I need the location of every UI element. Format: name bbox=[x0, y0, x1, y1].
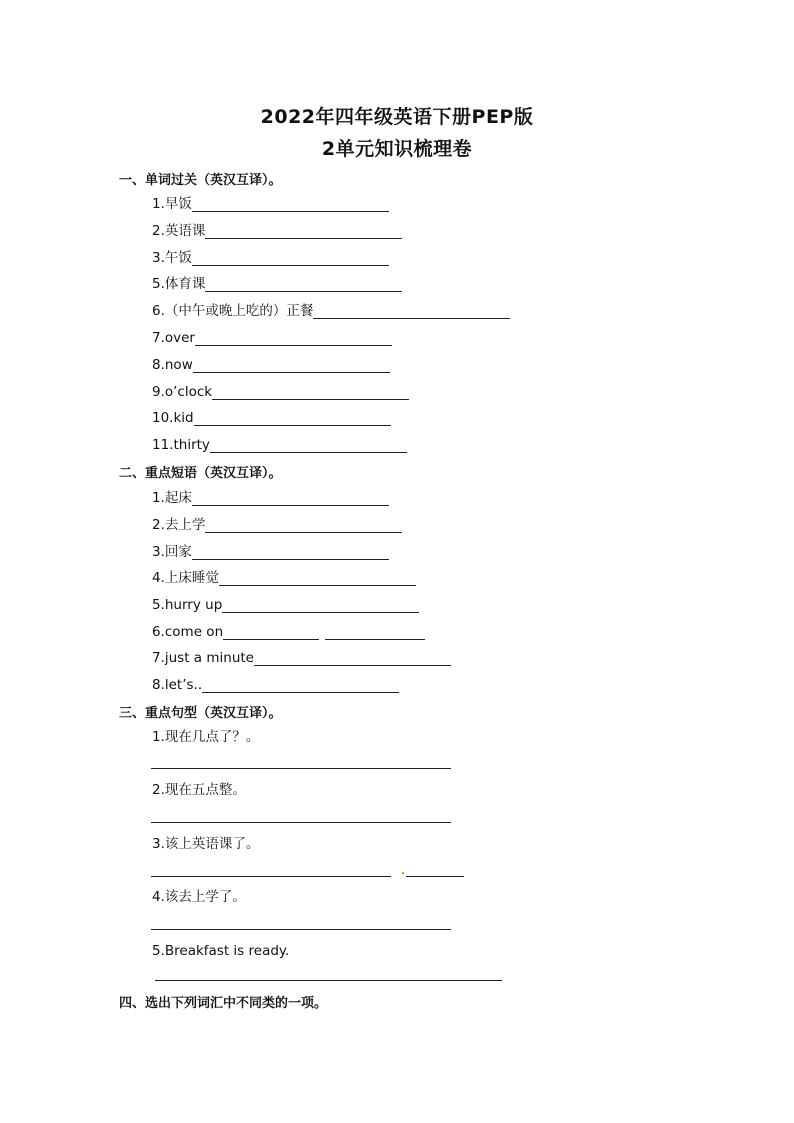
sentence-item: 5.Breakfast is ready. bbox=[152, 943, 290, 959]
phrase-item: 4.上床睡觉 bbox=[152, 568, 416, 586]
answer-blank[interactable] bbox=[192, 491, 389, 506]
word-item: 8.now bbox=[152, 355, 390, 373]
section1-heading: 一、单词过关（英汉互译）。 bbox=[119, 173, 282, 188]
phrase-item: 5.hurry up bbox=[152, 595, 419, 613]
answer-blank[interactable] bbox=[193, 358, 390, 373]
answer-line[interactable] bbox=[406, 875, 464, 877]
answer-blank[interactable] bbox=[313, 304, 510, 319]
document-subtitle: 2单元知识梳理卷 bbox=[321, 138, 473, 160]
answer-blank[interactable] bbox=[195, 331, 392, 346]
phrase-item: 1.起床 bbox=[152, 488, 389, 506]
answer-blank[interactable] bbox=[210, 438, 407, 453]
answer-line[interactable] bbox=[155, 979, 502, 981]
answer-blank[interactable] bbox=[192, 251, 389, 266]
word-item: 2.英语课 bbox=[152, 221, 402, 239]
section4-heading: 四、选出下列词汇中不同类的一项。 bbox=[119, 996, 328, 1011]
answer-line[interactable] bbox=[151, 875, 391, 877]
answer-blank[interactable] bbox=[325, 625, 425, 640]
answer-line[interactable] bbox=[151, 821, 451, 823]
answer-blank[interactable] bbox=[205, 518, 402, 533]
answer-blank[interactable] bbox=[205, 224, 402, 239]
answer-blank[interactable] bbox=[192, 197, 389, 212]
word-item: 3.午饭 bbox=[152, 248, 389, 266]
word-item: 11.thirty bbox=[152, 435, 407, 453]
answer-blank[interactable] bbox=[202, 678, 399, 693]
document-title: 2022年四年级英语下册PEP版 bbox=[260, 106, 534, 128]
word-item: 7.over bbox=[152, 328, 392, 346]
phrase-item: 3.回家 bbox=[152, 542, 389, 560]
word-item: 6.（中午或晚上吃的）正餐 bbox=[152, 301, 510, 319]
sentence-item: 2.现在五点整。 bbox=[152, 782, 246, 798]
answer-blank[interactable] bbox=[212, 385, 409, 400]
stray-mark bbox=[402, 872, 404, 874]
sentence-item: 1.现在几点了？。 bbox=[152, 729, 260, 745]
section3-heading: 三、重点句型（英汉互译）。 bbox=[119, 706, 282, 721]
phrase-item: 2.去上学 bbox=[152, 515, 402, 533]
answer-blank[interactable] bbox=[254, 651, 451, 666]
word-item: 5.体育课 bbox=[152, 274, 402, 292]
answer-line[interactable] bbox=[151, 767, 451, 769]
answer-line[interactable] bbox=[151, 928, 451, 930]
sentence-item: 4.该去上学了。 bbox=[152, 889, 246, 905]
answer-blank[interactable] bbox=[219, 571, 416, 586]
word-item: 10.kid bbox=[152, 408, 391, 426]
answer-blank[interactable] bbox=[205, 277, 402, 292]
phrase-item: 6.come on bbox=[152, 622, 425, 640]
answer-blank[interactable] bbox=[192, 545, 389, 560]
answer-blank[interactable] bbox=[194, 411, 391, 426]
answer-blank[interactable] bbox=[223, 625, 319, 640]
phrase-item: 8.let’s.. bbox=[152, 675, 399, 693]
phrase-item: 7.just a minute bbox=[152, 648, 451, 666]
answer-blank[interactable] bbox=[222, 598, 419, 613]
word-item: 9.o’clock bbox=[152, 382, 409, 400]
section2-heading: 二、重点短语（英汉互译）。 bbox=[119, 466, 282, 481]
sentence-item: 3.该上英语课了。 bbox=[152, 836, 260, 852]
word-item: 1.早饭 bbox=[152, 194, 389, 212]
